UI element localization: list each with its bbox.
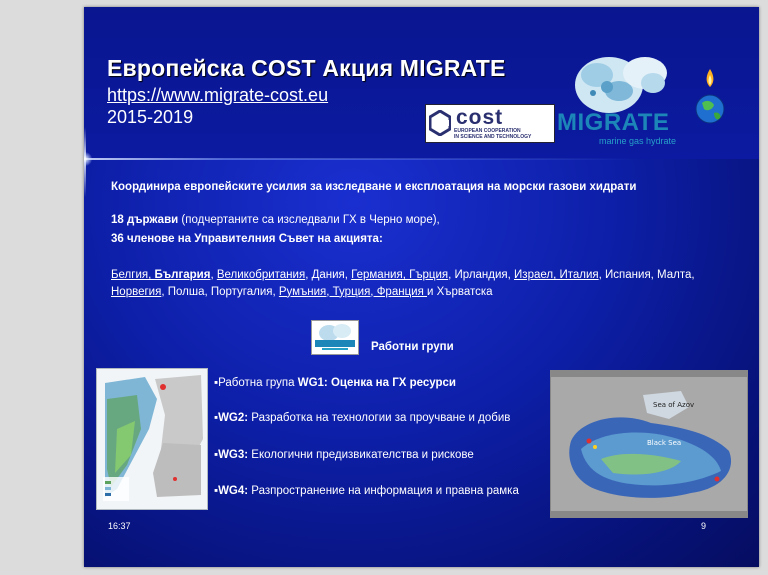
country-list-segment: и Хърватска [427,285,493,298]
countries-note: (подчертаните са изследвали ГХ в Черно море), [178,214,440,226]
working-group-item [214,483,519,499]
working-group-code: WG1: [297,377,328,389]
slide [84,7,759,567]
migrate-wordmark: MIGRATE [557,109,670,136]
working-group-title: Екологични предизвикателства и рискове [248,449,474,461]
working-group-item [214,447,474,463]
working-group-title: Разработка на технологии за проучване и добив [248,412,511,424]
migrate-small-logo [311,320,359,355]
slide-number: 9 [701,521,707,531]
country-list-segment: Белгия, [111,269,155,281]
black-sea-label: Black Sea [647,439,682,447]
country-list-segment: Норвегия [111,285,162,298]
bullet-icon: ▪ [214,412,219,424]
countries-count: 18 държави [111,214,179,226]
cost-logo [425,104,555,143]
north-sea-map [96,368,208,510]
working-group-item [214,410,510,426]
migrate-logo [557,47,687,147]
years-text: 2015-2019 [107,107,194,127]
slide-title: Европейска COST Акция MIGRATE [107,55,506,81]
country-list-segment: , Полша, Португалия, [161,285,279,298]
sea-of-azov-label: Sea of Azov [653,401,695,409]
cost-wordmark: cost [456,106,504,129]
members-line: 36 членове на Управителния Съвет на акцията: [111,233,383,245]
working-groups-title: Работни групи [371,341,454,353]
working-group-title: Разпространение на информация и правна рамка [248,485,519,497]
black-sea-map [550,370,748,518]
country-list [111,267,711,300]
country-list-segment: , [210,269,217,281]
ice-globe-icon [557,47,687,113]
working-group-title: Оценка на ГХ ресурси [327,377,456,389]
working-group-prefix: Работна група [218,377,298,389]
migrate-tagline: marine gas hydrate [599,136,677,146]
country-list-segment: Румъния, Турция, Франция [278,285,428,298]
countries-count-line [111,212,440,228]
country-list-segment: Великобритания [216,269,306,281]
cost-tagline: EUROPEAN COOPERATION IN SCIENCE AND TECHNOLOGY [454,128,532,140]
north-sea-map-image [97,369,207,509]
country-list-segment: Израел, Италия [514,269,599,281]
bullet-icon: ▪ [214,449,219,461]
lens-flare-horizontal [84,158,640,160]
lens-flare-center [84,152,92,166]
coordination-statement: Координира европейските усилия за изследване и експлоатация на морски газови хидрати [111,181,637,193]
working-group-code: WG2: [218,412,249,424]
burning-globe-icon [692,65,728,135]
country-list-segment: , Дания, [305,269,352,281]
bullet-icon: ▪ [214,377,219,389]
slide-time: 16:37 [108,521,131,531]
working-group-item [214,375,456,391]
country-list-segment: Германия, Гърция [351,269,449,281]
country-list-segment: , Испания, Малта, [598,269,695,281]
bullet-icon: ▪ [214,485,219,497]
migrate-small-logo-icon [312,321,358,354]
website-link[interactable]: https://www.migrate-cost.eu [107,85,329,105]
country-list-segment: , Ирландия, [448,269,515,281]
working-group-code: WG4: [218,485,249,497]
cost-mark-icon [429,110,451,136]
country-list-segment: България [154,269,211,281]
working-group-code: WG3: [218,449,249,461]
black-sea-map-image [551,371,747,517]
